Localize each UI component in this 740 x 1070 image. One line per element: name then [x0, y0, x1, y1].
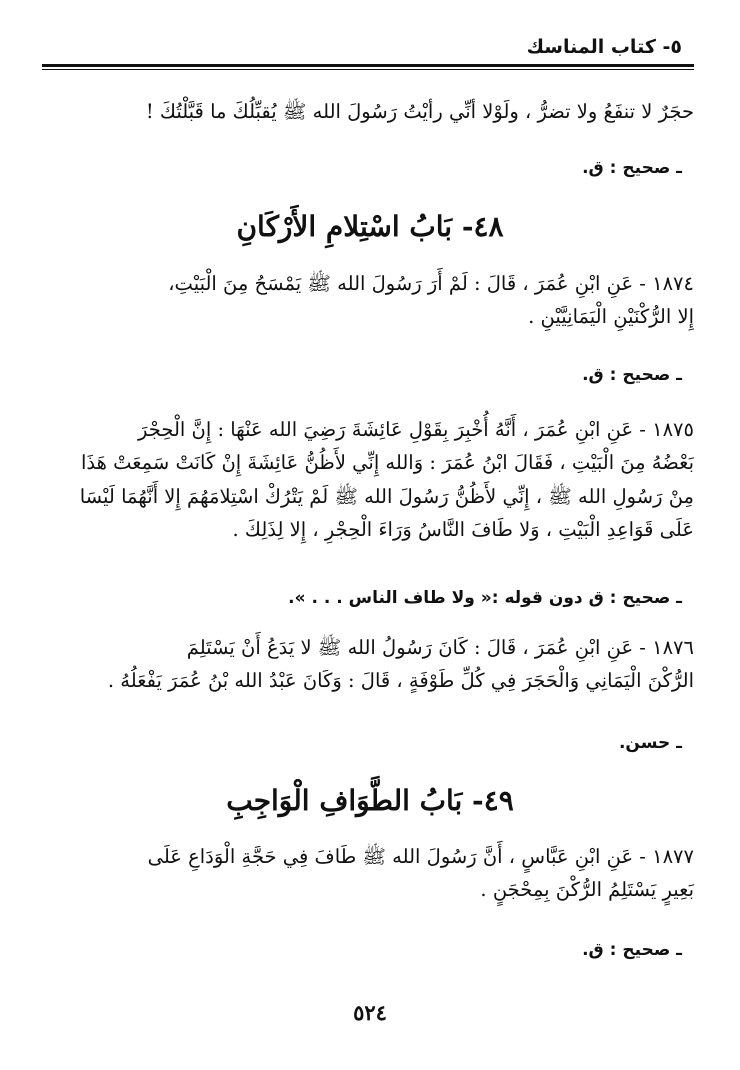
- text-line: عَلَى قَوَاعِدِ الْبَيْتِ ، وَلا طَافَ النَّاسُ وَرَاءَ الْحِجْرِ ، إِلا لِذَلِكَ .: [232, 518, 694, 542]
- text-line: ١٨٧٤ - عَنِ ابْنِ عُمَرَ ، قَالَ : لَمْ أَرَ رَسُولَ الله ﷺ يَمْسَحُ مِنَ الْبَيْتِ،: [168, 272, 694, 295]
- grade-1875: ـ صحيح : ق دون قوله :« ولا طاف الناس . . . ».: [288, 588, 682, 608]
- text-line: بَعِيرٍ يَسْتَلِمُ الرُّكْنَ بِمِحْجَنٍ .: [480, 878, 694, 902]
- hadith-1876: [42, 636, 694, 693]
- text-line: إِلا الرُّكْنَيْنِ الْيَمَانِيَّيْنِ .: [528, 305, 694, 329]
- text-line: ١٨٧٧ - عَنِ ابْنِ عَبَّاسٍ ، أَنَّ رَسُولَ الله ﷺ طَافَ فِي حَجَّةِ الْوَدَاعِ عَلَى: [147, 845, 694, 868]
- text-line: بَعْضُهُ مِنَ الْبَيْتِ ، فَقَالَ ابْنُ عُمَرَ : وَالله إِنِّي لأَظُنُّ عَائِشَةَ إِنْ كَانَتْ سَمِعَتْ هَذَا: [80, 451, 694, 475]
- hadith-1875: [42, 418, 694, 542]
- header-rule-thin: [42, 69, 694, 70]
- grade-1876: ـ حسن.: [618, 733, 682, 753]
- chapter-49-heading: ٤٩- بَابُ الطَّوَافِ الْوَاجِبِ: [226, 784, 514, 817]
- header-rule-thick: [42, 64, 694, 67]
- running-header: ٥- كتاب المناسك: [526, 36, 682, 58]
- text-line: ١٨٧٦ - عَنِ ابْنِ عُمَرَ ، قَالَ : كَانَ رَسُولُ الله ﷺ لا يَدَعُ أَنْ يَسْتَلِمَ: [186, 636, 694, 659]
- text-line: حجَرٌ لا تنفَعُ ولا تضرُّ ، ولَوْلا أنِّي رأيْتُ رَسُولَ الله ﷺ يُقبِّلُكَ ما قَبَّلْتُكَ !: [145, 100, 694, 123]
- continuation-text: [42, 100, 694, 123]
- page-number: ٥٢٤: [353, 1000, 387, 1025]
- chapter-48-heading: ٤٨- بَابُ اسْتِلامِ الأَرْكَانِ: [236, 210, 504, 243]
- hadith-1877: [42, 845, 694, 902]
- text-line: مِنْ رَسُولِ الله ﷺ ، إِنِّي لأَظُنُّ رَسُولَ الله ﷺ لَمْ يَتْرُكْ اسْتِلامَهُمَ إِلا أَنَّهُمَا لَيْسَا: [79, 484, 694, 508]
- grade-1874: ـ صحيح : ق.: [582, 365, 682, 385]
- grade-continuation: ـ صحيح : ق.: [582, 158, 682, 178]
- grade-1877: ـ صحيح : ق.: [582, 940, 682, 960]
- text-line: ١٨٧٥ - عَنِ ابْنِ عُمَرَ ، أَنَّهُ أُخْبِرَ بِقَوْلِ عَائِشَةَ رَضِيَ الله عَنْهَا : إِنَّ الْحِجْرَ: [138, 418, 694, 441]
- hadith-1874: [42, 272, 694, 329]
- text-line: الرُّكْنَ الْيَمَانِي وَالْحَجَرَ فِي كُلِّ طَوْفَةٍ ، قَالَ : وَكَانَ عَبْدُ الله بْنُ عُمَرَ يَفْعَلُهُ .: [107, 669, 694, 693]
